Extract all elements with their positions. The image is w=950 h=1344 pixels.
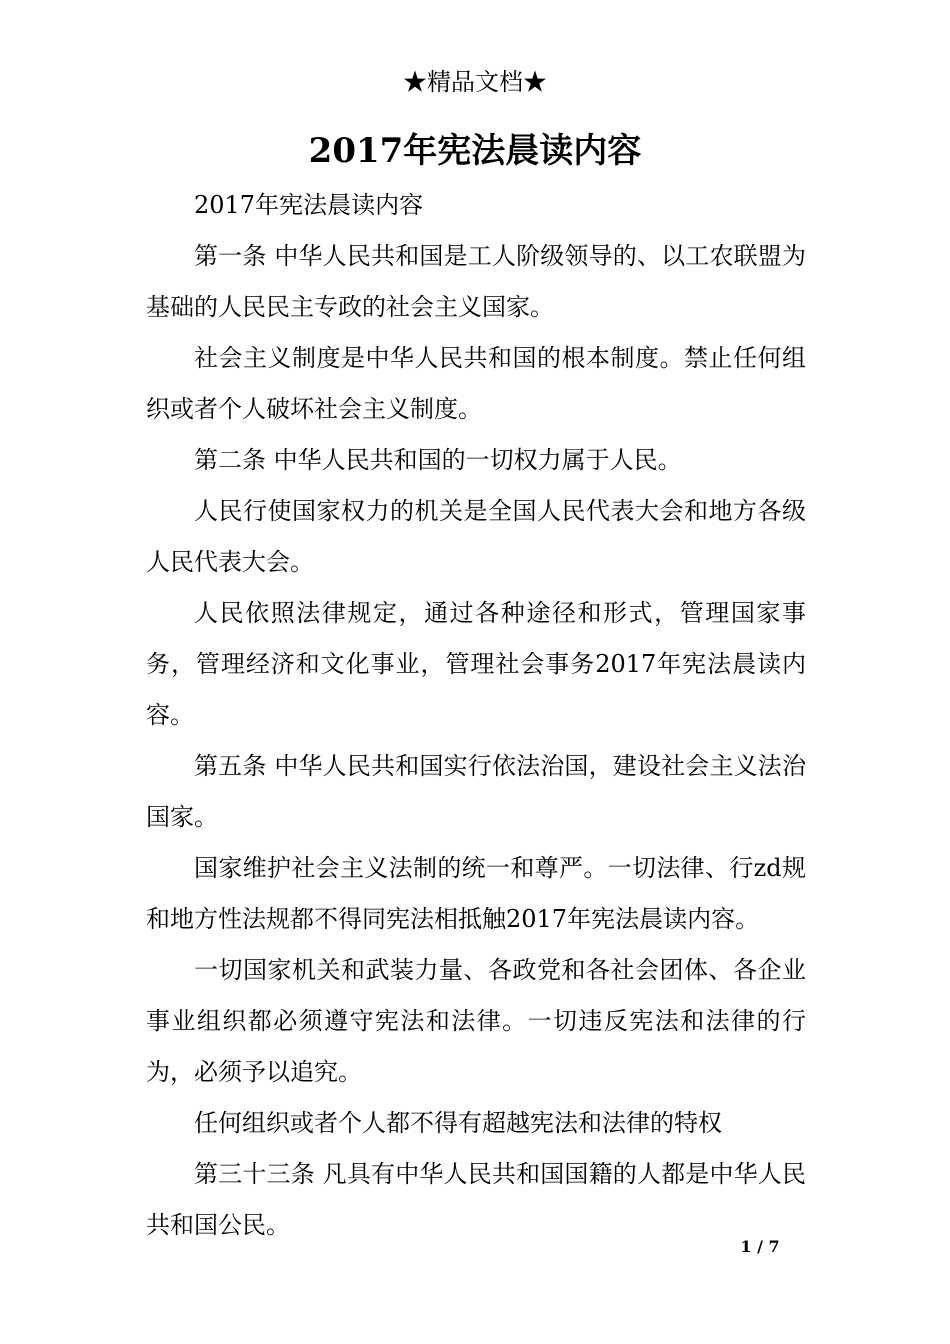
paragraph-article-5-no-privilege: 任何组织或者个人都不得有超越宪法和法律的特权 <box>194 1109 722 1137</box>
paragraph-article-5-legal-unity: 国家维护社会主义法制的统一和尊严。一切法律、行zd规和地方性法规都不得同宪法相抵触2017年宪法晨读内容。 <box>146 854 806 933</box>
paragraph-article-2: 第二条 中华人民共和国的一切权力属于人民。 <box>194 446 682 474</box>
document-body <box>146 180 806 1251</box>
paragraph-article-5-compliance: 一切国家机关和武装力量、各政党和各社会团体、各企业事业组织都必须遵守宪法和法律。一切违反宪法和法律的行为，必须予以追究。 <box>146 956 806 1086</box>
paragraph-article-33: 第三十三条 凡具有中华人民共和国国籍的人都是中华人民共和国公民。 <box>146 1160 806 1239</box>
page-number: 1 / 7 <box>740 1237 780 1256</box>
paragraph-article-1: 第一条 中华人民共和国是工人阶级领导的、以工农联盟为基础的人民民主专政的社会主义国家。 <box>146 242 806 321</box>
paragraph-subtitle: 2017年宪法晨读内容 <box>194 191 424 219</box>
paragraph-article-1-socialist-system: 社会主义制度是中华人民共和国的根本制度。禁止任何组织或者个人破坏社会主义制度。 <box>146 344 806 423</box>
paragraph-article-2-organs: 人民行使国家权力的机关是全国人民代表大会和地方各级人民代表大会。 <box>146 497 806 576</box>
document-title: 2017年宪法晨读内容 <box>308 131 642 171</box>
document-header-mark: ★精品文档★ <box>403 68 547 96</box>
paragraph-article-5: 第五条 中华人民共和国实行依法治国，建设社会主义法治国家。 <box>146 752 806 831</box>
paragraph-article-2-management: 人民依照法律规定，通过各种途径和形式，管理国家事务，管理经济和文化事业，管理社会事务2017年宪法晨读内容。 <box>146 599 806 729</box>
